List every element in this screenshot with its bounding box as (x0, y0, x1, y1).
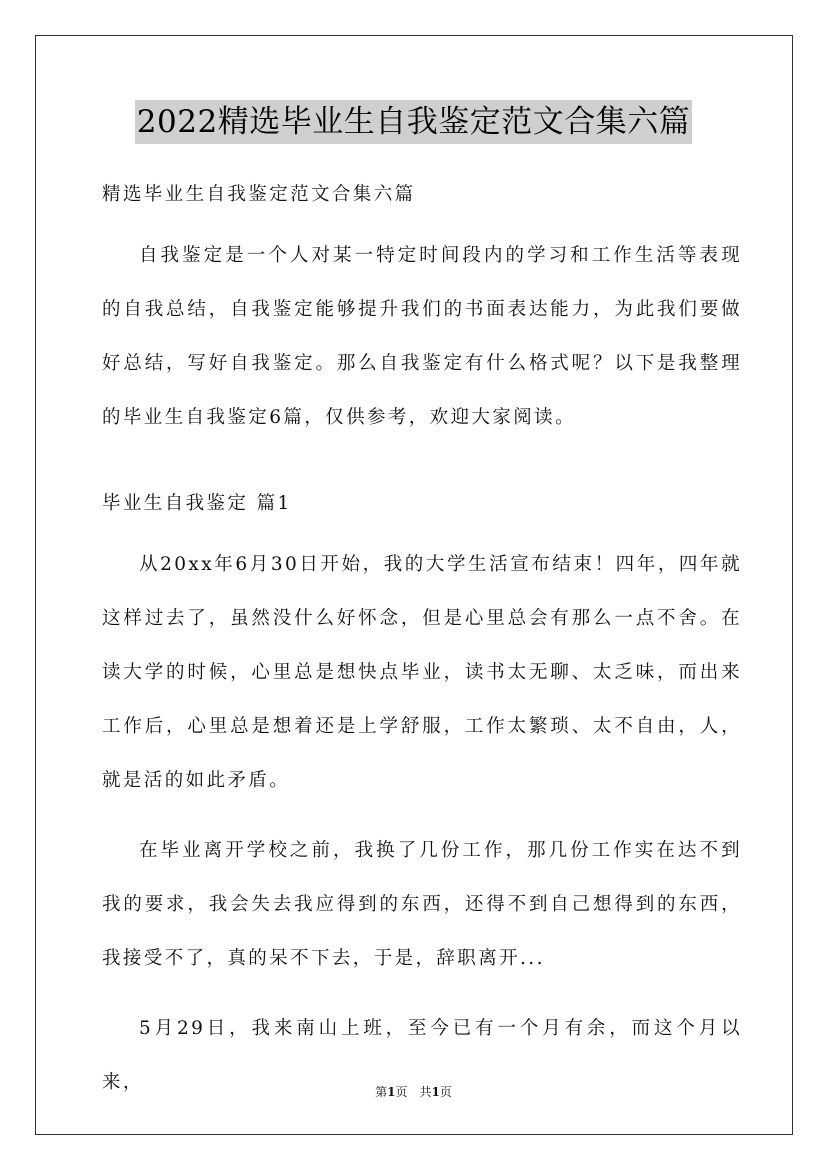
intro-paragraph: 自我鉴定是一个人对某一特定时间段内的学习和工作生活等表现的自我总结，自我鉴定能够提升我们的书面表达能力，为此我们要做好总结，写好自我鉴定。那么自我鉴定有什么格式呢？以下是我整理的毕业生自我鉴定6篇，仅供参考，欢迎大家阅读。 (102, 245, 742, 428)
document-title: 2022精选毕业生自我鉴定范文合集六篇 (135, 100, 692, 144)
body-paragraph-1: 从20xx年6月30日开始，我的大学生活宣布结束！四年，四年就这样过去了，虽然没什么好怀念，但是心里总会有那么一点不舍。在读大学的时候，心里总是想快点毕业，读书太无聊、太乏味，而出来工作后，心里总是想着还是上学舒服，工作太繁琐、太不自由，人，就是活的如此矛盾。 (102, 554, 742, 791)
footer-mid: 页 共 (395, 1085, 432, 1099)
footer-suffix: 页 (439, 1085, 452, 1099)
section-heading: 毕业生自我鉴定 篇1 (102, 493, 292, 514)
page-footer (0, 1083, 827, 1101)
title-container (0, 100, 827, 144)
footer-prefix: 第 (375, 1085, 388, 1099)
body-paragraph-3: 5月29日，我来南山上班，至今已有一个月有余，而这个月以来， (102, 1018, 742, 1093)
footer-page-total: 1 (431, 1085, 440, 1099)
footer-page-current: 1 (387, 1085, 396, 1099)
body-paragraph-2: 在毕业离开学校之前，我换了几份工作，那几份工作实在达不到我的要求，我会失去我应得到的东西，还得不到自己想得到的东西，我接受不了，真的呆不下去，于是，辞职离开... (102, 840, 742, 969)
document-subtitle: 精选毕业生自我鉴定范文合集六篇 (102, 184, 416, 205)
document-body (102, 176, 742, 1110)
